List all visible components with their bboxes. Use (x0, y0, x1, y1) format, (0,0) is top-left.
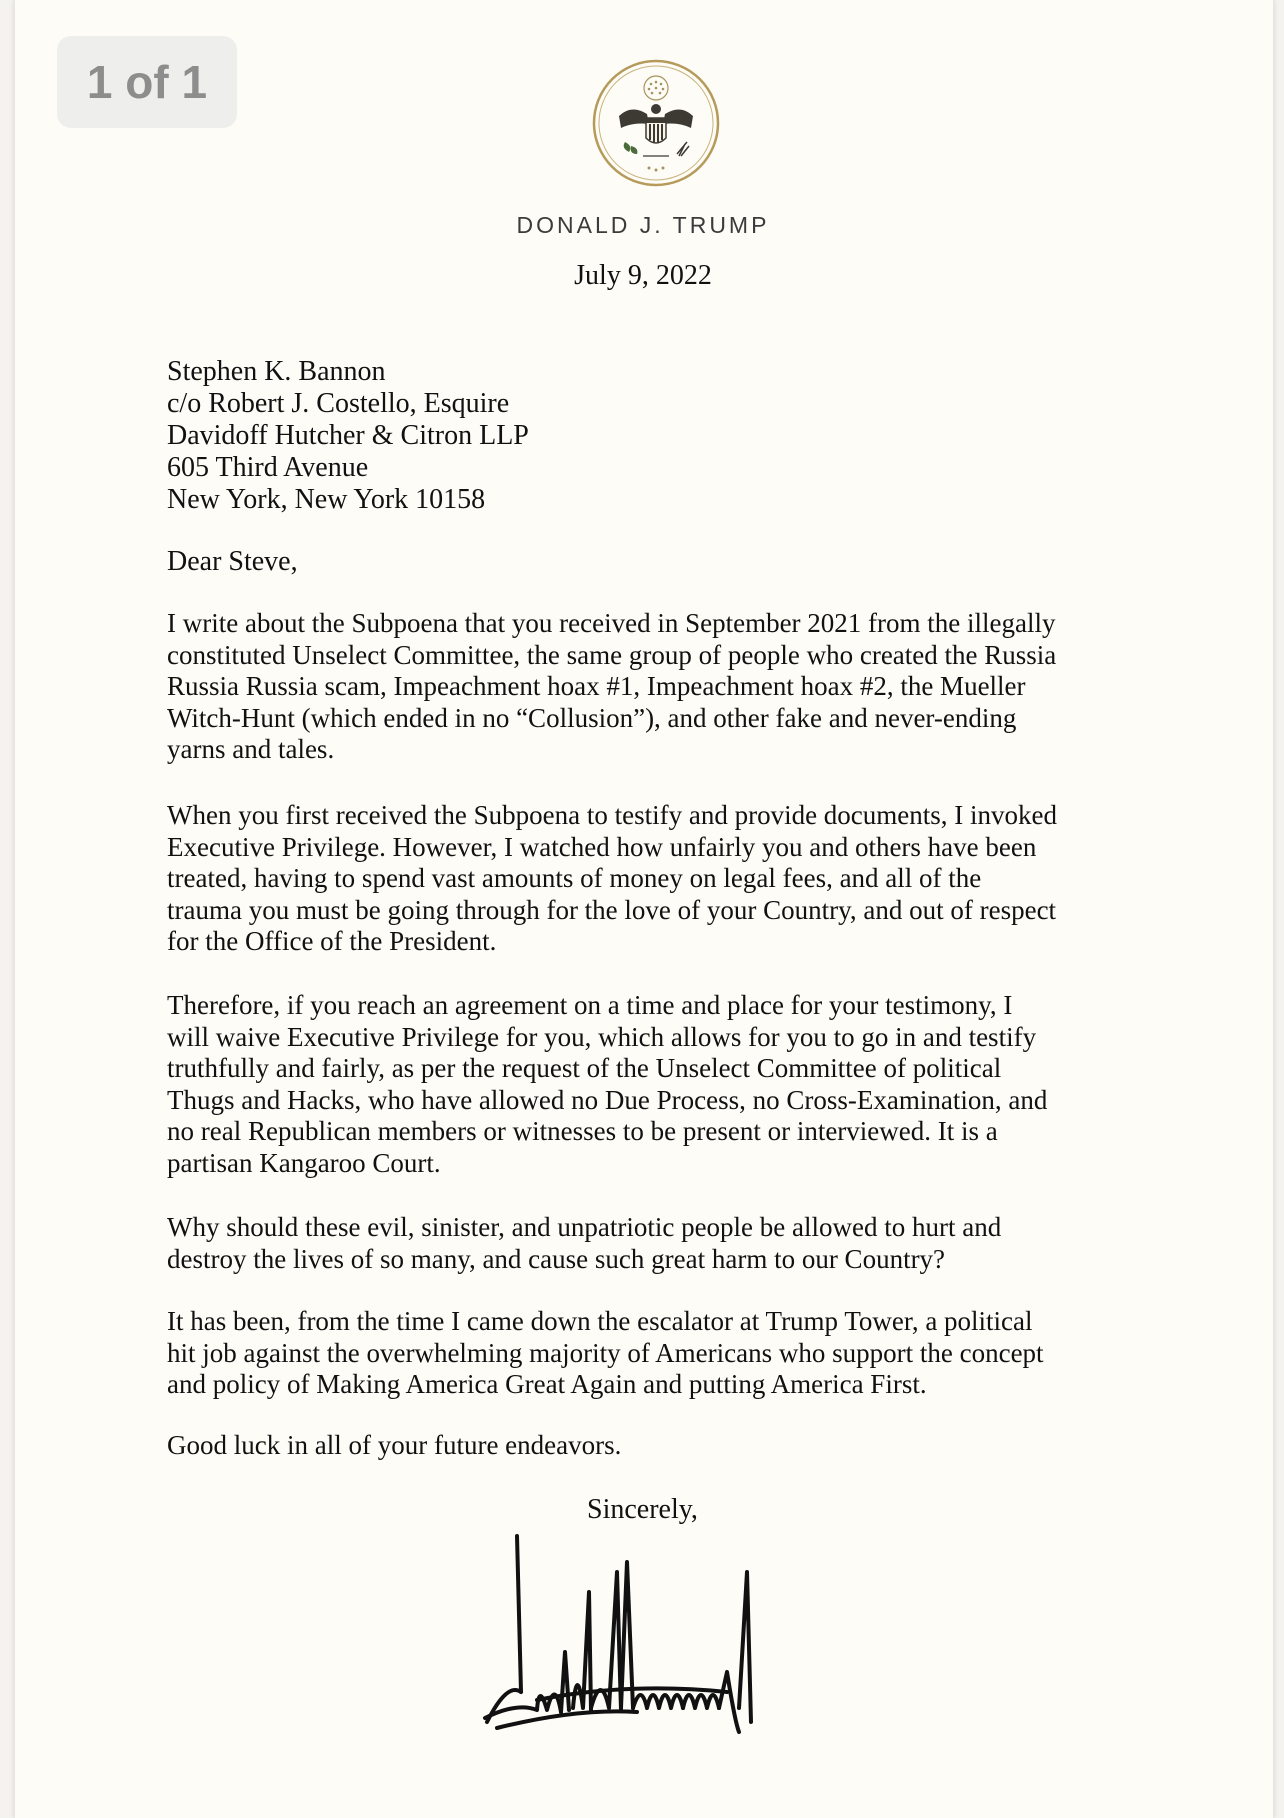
paragraph-line: It has been, from the time I came down the escalator at Trump Tower, a political (167, 1306, 1033, 1336)
paragraph-line: constituted Unselect Committee, the same group of people who created the Russia (167, 639, 1057, 670)
paragraph-line: treated, having to spend vast amounts of money on legal fees, and all of the (167, 863, 982, 893)
paragraph-line: Good luck in all of your future endeavors. (167, 1430, 622, 1460)
letter-page (14, 0, 1274, 1818)
address-line: Stephen K. Bannon (167, 356, 386, 387)
greeting: Dear Steve, (167, 546, 298, 577)
handwritten-signature (477, 1532, 807, 1742)
address-line: New York, New York 10158 (167, 484, 486, 515)
paragraph-line: partisan Kangaroo Court. (167, 1147, 441, 1178)
paragraph-line: Thugs and Hacks, who have allowed no Due Process, no Cross-Examination, and (167, 1084, 1048, 1115)
paragraph-line: Why should these evil, sinister, and unpatriotic people be allowed to hurt and (167, 1212, 1002, 1242)
closing: Sincerely, (587, 1494, 698, 1525)
paragraph-line: and policy of Making America Great Again and putting America First. (167, 1369, 927, 1399)
page-indicator-badge: 1 of 1 (57, 36, 237, 128)
paragraph-line: for the Office of the President. (167, 926, 497, 956)
paragraph-line: I write about the Subpoena that you received in September 2021 from the illegally (167, 608, 1056, 638)
paragraph-line: Executive Privilege. However, I watched how unfairly you and others have been (167, 831, 1037, 862)
paragraph-line: yarns and tales. (167, 734, 335, 764)
paragraph-2 (167, 800, 1147, 958)
paragraph-line: truthfully and fairly, as per the request of the Unselect Committee of political (167, 1053, 1002, 1083)
paragraph-line: trauma you must be going through for the love of your Country, and out of respect (167, 894, 1057, 925)
paragraph-1 (167, 608, 1147, 766)
paragraph-line: Therefore, if you reach an agreement on a time and place for your testimony, I (167, 990, 1013, 1020)
address-line: Davidoff Hutcher & Citron LLP (167, 420, 529, 451)
letterhead-name: DONALD J. TRUMP (516, 212, 770, 238)
paragraph-line: hit job against the overwhelming majority of Americans who support the concept (167, 1337, 1044, 1368)
paragraph-line: Witch-Hunt (which ended in no “Collusion”), and other fake and never-ending (167, 702, 1017, 733)
paragraph-line: no real Republican members or witnesses to be present or interviewed. It is a (167, 1116, 998, 1146)
recipient-address (167, 356, 529, 516)
paragraph-line: When you first received the Subpoena to testify and provide documents, I invoked (167, 800, 1058, 830)
paragraph-5 (167, 1306, 1147, 1401)
paragraph-4 (167, 1212, 1147, 1275)
paragraph-line: Russia Russia scam, Impeachment hoax #1, Impeachment hoax #2, the Mueller (167, 671, 1026, 701)
letter-date: July 9, 2022 (574, 260, 712, 291)
presidential-seal-icon (591, 58, 721, 188)
address-line: c/o Robert J. Costello, Esquire (167, 388, 510, 419)
paragraph-line: destroy the lives of so many, and cause such great harm to our Country? (167, 1243, 946, 1274)
address-line: 605 Third Avenue (167, 452, 369, 483)
paragraph-3 (167, 990, 1147, 1179)
paragraph-line: will waive Executive Privilege for you, which allows for you to go in and testify (167, 1021, 1037, 1052)
paragraph-6 (167, 1430, 1147, 1462)
